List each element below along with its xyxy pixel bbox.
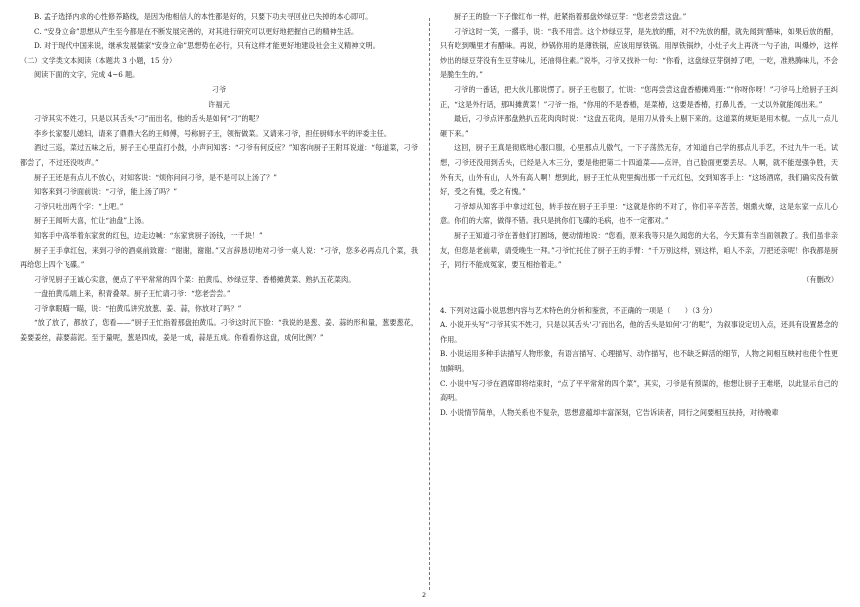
paragraph: 阅读下面的文字，完成 4~6 题。 <box>34 70 140 80</box>
page-number: 2 <box>422 591 427 599</box>
spacer <box>440 294 838 296</box>
paragraph: 最后，刁爷点评那盘熟扒五花肉肉时说：“这盘五花肉，是用刀从骨头上剔下来的。这道菜的规矩是用木棍。一点儿一点儿砸下来。” <box>440 114 838 138</box>
paragraph: 李乡长家娶儿媳妇，请来了鼎鼎大名的王师傅，号称厨子王，领衔做菜。又请来刁爷，担任厨师水平的评委主任。 <box>34 128 392 138</box>
paragraph: 刁爷见厨子王诚心实意，便点了平平常常的四个菜：拍黄瓜、炒绿豆芽、香椿摊黄菜、熟扒五花菜肉。 <box>34 274 356 284</box>
right-column <box>440 10 838 420</box>
paragraph: 酒过三巡，菜过五味之后，厨子王心里直打小鼓，小声问知客：“刁爷有何反应？”知客向厨子王附耳说道：“每道菜，刁爷都尝了，不过还没吱声。” <box>20 143 418 167</box>
paragraph: 一盘拍黄瓜端上来，积青叠翠。厨子王忙请刁爷：“您老尝尝。” <box>34 289 231 299</box>
paragraph: 刁爷拿眼瞄一瞄，说：“拍黄瓜讲究放葱、姜、蒜，你放对了吗？” <box>34 303 242 313</box>
paragraph: 知客手中高举着东家赏的红包，边走边喊：“东家赏厨子汤钱，一千块！” <box>34 230 263 240</box>
paragraph: 刁爷 <box>211 84 227 94</box>
paragraph: 厨子王还是有点儿不放心，对知客说：“烦你问问刁爷，是不是可以上汤了？” <box>34 172 277 182</box>
paragraph: 厨子王的脸一下子像红布一样，赶紧指着那盘炒绿豆芽：“您老尝尝这盘。” <box>454 12 687 21</box>
paragraph: B. 孟子选择内求的心性修养路线，是因为他相信人的本性都是好的，只要下功夫寻回业已失掉的本心即可。 <box>34 12 373 21</box>
paragraph: 知客来到刁爷面前说：“刁爷，能上汤了吗？” <box>34 187 177 197</box>
paragraph: “放了放了，都放了，您看——”厨子王忙指着那盘拍黄瓜。刁爷这时沉下脸：“我说的是葱、姜、蒜的形和量，葱要葱花，姜要姜丝，蒜要蒜泥。至于量呢，葱是四成，姜是一成，蒜是五成。你看看你这盘，成何比例？” <box>20 318 418 343</box>
paragraph: 厨子王闻听大喜，忙让“油盘”上汤。 <box>34 216 149 226</box>
paragraph: A. 小说开头写“刁爷其实不姓刁，只是以其舌头‘刁’而出名，他的舌头是如何‘刁’的呢”，为叙事设定切入点，还具有设置悬念的作用。 <box>440 320 838 344</box>
paragraph: 厨子王知道刁爷在普他们打圆场，便动情地说：“您看，原来我等只是久闻您的大名，今天算有幸当面领教了。我们虽非亲友，但您是老前辈，请受晚生一拜。”刁爷忙托住了厨子王的手臂：“千万别这样，别这样，咱人不亲，刀把还亲呢！你我都是厨子，同行不能成冤家，要互相抬着走。” <box>440 230 838 270</box>
paragraph: 刁爷的一番话，把大伙儿都说愣了。厨子王也服了，忙说：“您再尝尝这盘香椿摊鸡蛋：”“你呀你呀！”刁爷马上给厨子王纠正，“这是外行话，那叫摊黄菜！”刁爷一指，“你用的不是香椿，是菜椿，这要是香椿，打鼻儿香，一丈以外就能闻出来。” <box>440 84 838 109</box>
paragraph: D. 小说情节简单，人物关系也不复杂，思想意蕴却丰富深刻，它告诉读者，同行之间要相互扶持，对待晚辈 <box>440 407 779 417</box>
paragraph: 刁爷这时一笑，一撂手，说：“我不用尝。这个炒绿豆芽，是先放的醋，对不?先放的醋，就先闻到‘醋味，如果后放的醋，只有吃到嘴里才有醋味。再说，炒锅你用的是薄铁锅，应该用厚铁锅。用厚铁锅炒，小灶子火上再浇一勺子油，叫爆炒，这样炒出的绿豆芽没有生豆芽味儿，还油得住素。”说毕，刁爷又找补一句：“你看，这盘绿豆芽倒掉了吧，一吃，准熟腾味儿，不会是脆生生的。” <box>440 26 838 80</box>
paragraph: D. 对于现代中国来说，继承发展儒家“安身立命”思想势在必行，只有这样才能更好地建设社会主义精神文明。 <box>34 41 380 51</box>
paragraph: （二）文学类文本阅读（本题共 3 小题，15 分） <box>20 55 177 65</box>
paragraph: C. 小说中写刁爷在酒席即将结束时，“点了平平常常的四个菜”，其实，刁爷是有预谋的，他想让厨子王难堪，以此显示自己的高明。 <box>440 378 838 403</box>
paragraph: 这回，厨子王真是彻底地心服口服，心里那点儿傲气，一下子荡然无存，才知道自己学的那点儿手艺，不过九牛一毛。试想，刁爷还没用到舌头，已经是入木三分，要是他把第二十四道菜——点评，自己脸面更要丢尽。人啊，就不能逞强争胜，天外有天，山外有山，人外有高人啊！想到此，厨子王忙从兜里掏出那一千元红包，交到知客手上：“这场酒席，我们确实没有做好，受之有愧，受之有愧。” <box>440 143 838 197</box>
paragraph: 4. 下列对这篇小说思想内容与艺术特色的分析和鉴赏，不正确的一项是（ ）（3 分） <box>440 305 717 315</box>
paragraph: 刁爷却从知客手中拿过红包，转手按在厨子王手里：“这就是你的不对了，你们辛辛苦苦，烟熏火燎，这是东家一点儿心意。你们的大席，做得不错。我只是挑你们飞碟的毛病，也不一定都对。” <box>440 201 838 226</box>
left-column <box>20 10 418 346</box>
paragraph: 许福元 <box>208 99 230 109</box>
paragraph: （有删改） <box>802 274 838 284</box>
paragraph: 厨子王手拿红包，来到刁爷的酒桌前致谢：“谢谢，谢谢。”又言辞恳切地对刁爷一桌人说：“刁爷，您多必再点几个菜，我再给您上四个飞碟。” <box>20 245 418 270</box>
column-divider <box>429 18 430 590</box>
paragraph: 刁爷只吐出两个字：“上吧。” <box>34 201 124 211</box>
paragraph: C. “安身立命”思想从产生至今都是在不断发展完善的，对其进行研究可以更好地把握自己的精神生活。 <box>34 26 359 36</box>
paragraph: 刁爷其实不姓刁，只是以其舌头“刁”而出名，他的舌头是如何“刁”的呢？ <box>34 114 263 124</box>
paragraph: B. 小说运用多种手法描写人物形象，有语言描写、心理描写、动作描写，也不缺乏鲜活的细节，人物之间相互映衬也使个性更加鲜明。 <box>440 349 838 373</box>
